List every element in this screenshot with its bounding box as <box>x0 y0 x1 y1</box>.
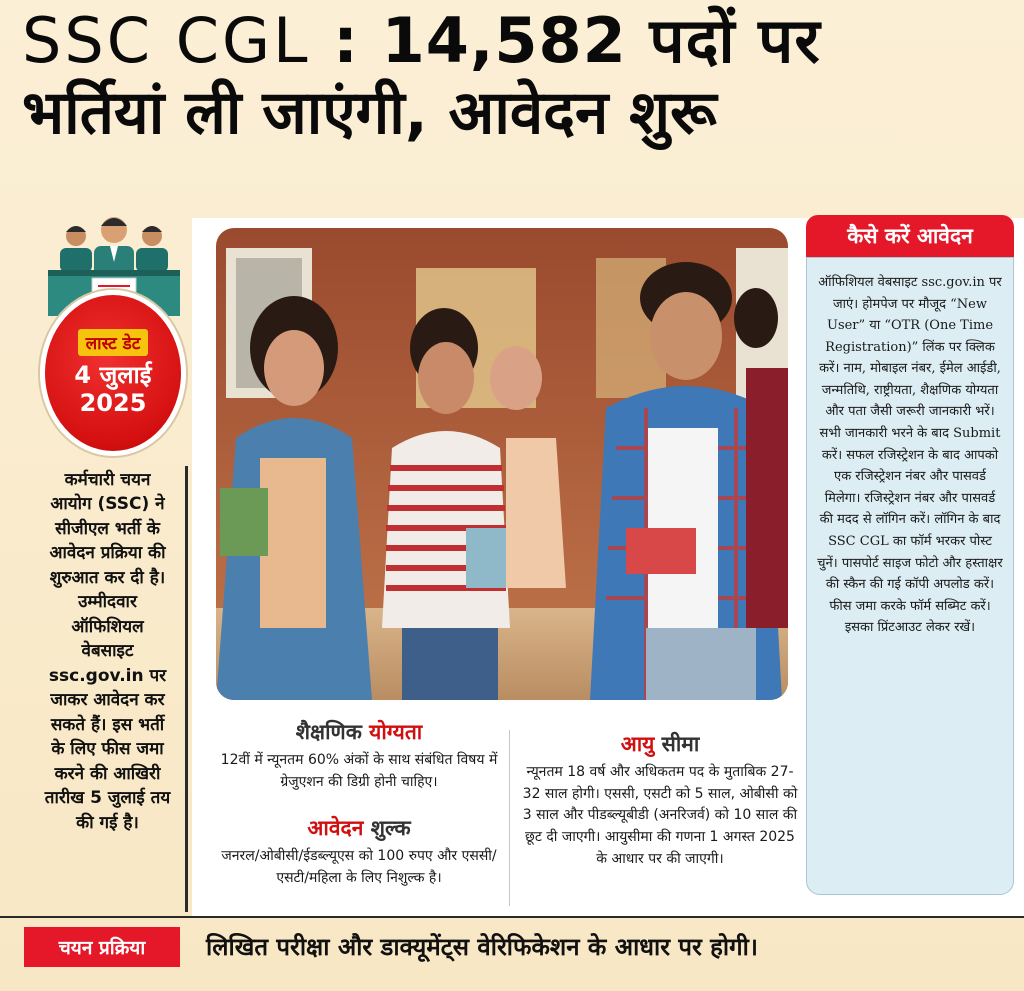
section-divider <box>509 730 510 906</box>
age-title-b: सीमा <box>661 732 700 756</box>
headline-line-2: भर्तियां ली जाएंगी, आवेदन शुरू <box>22 77 717 148</box>
age-section <box>520 730 800 870</box>
age-title <box>520 730 800 758</box>
headline-brand: SSC CGL <box>22 4 311 77</box>
headline-separator: : <box>310 4 382 77</box>
students-photo <box>216 228 788 700</box>
headline-line-1 <box>22 4 1012 77</box>
last-date-label: लास्ट डेट <box>78 329 149 356</box>
how-to-apply-text: ऑफिशियल वेबसाइट ssc.gov.in पर जाएं। होमपेज पर मौजूद “New User” या “OTR (One Time Registration)” लिंक पर क्लिक करें। नाम, मोबाइल नंबर, ईमेल आईडी, जन्मतिथि, राष्ट्रीयता, शैक्षणिक योग्यता और पता जैसी जरूरी जानकारी भरें। सभी जानकारी भरने के बाद Submit करें। सफल रजिस्ट्रेशन के बाद आपको एक रजिस्ट्रेशन नंबर और पासवर्ड मिलेगा। रजिस्ट्रेशन नंबर और पासवर्ड की मदद से लॉगिन करें। लॉगिन के बाद SSC CGL का फॉर्म भरकर पोस्ट चुनें। पासपोर्ट साइज फोटो और हस्ताक्षर की स्कैन की गई कॉपी अपलोड करें। फीस जमा करके फॉर्म सब्मिट करें। इसका प्रिंटआउट लेकर रखें। <box>806 257 1014 895</box>
fee-text: जनरल/ओबीसी/ईडब्ल्यूएस को 100 रुपए और एससी/एसटी/महिला के लिए निशुल्क है। <box>221 848 497 886</box>
last-date-badge <box>40 290 186 456</box>
headline <box>22 4 1012 148</box>
fee-section <box>214 814 504 889</box>
fee-title-b: शुल्क <box>370 816 411 840</box>
headline-posts: 14,582 पदों पर <box>381 4 821 77</box>
age-text: न्यूनतम 18 वर्ष और अधिकतम पद के मुताबिक 27-32 साल होगी। एससी, एसटी को 5 साल, ओबीसी को 3 साल और पीडब्ल्यूबीडी (अनरिजर्व) को 10 साल की छूट दी जाएगी। आयुसीमा की गणना 1 अगस्त 2025 के आधार पर की जाएगी। <box>522 764 798 867</box>
last-date-year: 2025 <box>79 388 147 417</box>
selection-process-label: चयन प्रक्रिया <box>24 927 180 967</box>
fee-title <box>214 814 504 842</box>
age-title-a: आयु <box>620 732 655 756</box>
fee-title-a: आवेदन <box>307 816 364 840</box>
education-title <box>214 718 504 746</box>
education-text: 12वीं में न्यूनतम 60% अंकों के साथ संबंधित विषय में ग्रेजुएशन की डिग्री होनी चाहिए। <box>220 752 498 790</box>
last-date-day: 4 जुलाई <box>74 360 152 389</box>
education-title-a: शैक्षणिक <box>295 720 362 744</box>
bottom-divider <box>0 916 1024 918</box>
education-section <box>214 718 504 793</box>
intro-text: कर्मचारी चयन आयोग (SSC) ने सीजीएल भर्ती के आवेदन प्रक्रिया की शुरुआत कर दी है। उम्मीदवार ऑफिशियल वेबसाइट ssc.gov.in पर जाकर आवेदन कर सकते हैं। इस भर्ती के लिए फीस जमा करने की आखिरी तारीख 5 जुलाई तय की गई है। <box>20 466 188 912</box>
selection-process-text: लिखित परीक्षा और डाक्यूमेंट्स वेरिफिकेशन के आधार पर होगी। <box>206 933 758 961</box>
how-to-apply-title: कैसे करें आवेदन <box>806 215 1014 257</box>
education-title-b: योग्यता <box>369 720 423 744</box>
